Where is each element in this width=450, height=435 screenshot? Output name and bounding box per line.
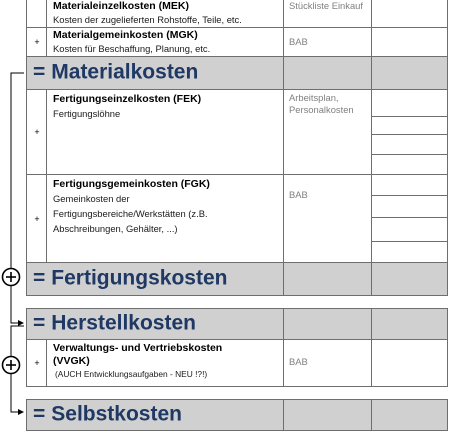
row-verwaltungs-vertriebskosten [26, 340, 448, 387]
cost-description: Fertigungslöhne [53, 108, 121, 119]
total-label-cell [26, 57, 283, 90]
total-label: = Selbstkosten [33, 402, 182, 426]
cost-title: Materialeinzelkosten (MEK) [53, 0, 189, 12]
source-cell [283, 0, 371, 28]
row-selbstkosten-total [26, 399, 448, 431]
sign-cell [26, 175, 46, 263]
description-cell [46, 175, 283, 263]
description-cell [46, 28, 283, 57]
total-label-cell [26, 308, 283, 340]
cost-title: Fertigungsgemeinkosten (FGK) [53, 178, 210, 190]
sign-cell [26, 90, 46, 175]
value-cell[interactable] [371, 308, 448, 340]
source-cell [283, 340, 371, 387]
value-cell[interactable] [371, 175, 448, 263]
source-cell [283, 263, 371, 296]
data-source: BAB [289, 36, 308, 47]
total-label: = Materialkosten [33, 60, 199, 84]
total-label: = Fertigungskosten [33, 266, 228, 290]
value-cell[interactable] [371, 340, 448, 387]
cost-title: Materialgemeinkosten (MGK) [53, 29, 198, 41]
source-cell [283, 57, 371, 90]
row-materialeinzelkosten [26, 0, 448, 28]
cost-description: Kosten für Beschaffung, Planung, etc. [53, 43, 211, 54]
value-cell[interactable] [371, 263, 448, 296]
data-source: BAB [289, 356, 308, 367]
source-cell [283, 399, 371, 431]
value-subline [372, 154, 447, 155]
source-cell [283, 175, 371, 263]
row-fertigungsgemeinkosten [26, 175, 448, 263]
total-label: = Herstellkosten [33, 311, 196, 335]
sign-cell [26, 340, 46, 387]
description-cell [46, 0, 283, 28]
flow-connectors [0, 0, 26, 435]
value-cell[interactable] [371, 399, 448, 431]
cost-title: (VVGK) [53, 355, 90, 367]
operator-sign: + [34, 127, 40, 137]
total-label-cell [26, 263, 283, 296]
sign-cell [26, 0, 46, 28]
row-herstellkosten-total [26, 308, 448, 340]
data-source: Stückliste Einkauf [289, 0, 363, 11]
operator-sign: + [34, 37, 40, 47]
description-cell [46, 90, 283, 175]
plus-circle-icon [3, 269, 20, 286]
value-subline [372, 134, 447, 135]
value-subline [372, 195, 447, 196]
value-cell[interactable] [371, 0, 448, 28]
row-fertigungseinzelkosten [26, 90, 448, 175]
cost-description-line: Gemeinkosten der [53, 193, 130, 204]
cost-description: (AUCH Entwicklungsaufgaben - NEU !?!) [55, 369, 208, 379]
source-cell [283, 308, 371, 340]
description-cell [46, 340, 283, 387]
row-materialgemeinkosten [26, 28, 448, 57]
value-cell[interactable] [371, 57, 448, 90]
row-fertigungskosten-total [26, 263, 448, 296]
row-materialkosten-total [26, 57, 448, 90]
operator-sign: + [34, 358, 40, 368]
sign-cell [26, 28, 46, 57]
cost-title: Fertigungseinzelkosten (FEK) [53, 93, 202, 105]
value-subline [372, 241, 447, 242]
operator-sign: + [34, 213, 40, 224]
value-cell[interactable] [371, 28, 448, 57]
value-subline [372, 217, 447, 218]
plus-circle-icon [3, 357, 20, 374]
cost-description-line: Fertigungsbereiche/Werkstätten (z.B. [53, 208, 208, 219]
data-source: BAB [289, 189, 308, 200]
data-source: Arbeitsplan, Personalkosten [289, 92, 354, 115]
source-cell [283, 28, 371, 57]
total-label-cell [26, 399, 283, 431]
source-cell [283, 90, 371, 175]
cost-description: Kosten der zugelieferten Rohstoffe, Teile, etc. [53, 14, 242, 25]
cost-title: Verwaltungs- und Vertriebskosten [53, 342, 223, 354]
value-cell[interactable] [371, 90, 448, 175]
value-subline [372, 116, 447, 117]
cost-description-line: Abschreibungen, Gehälter, ...) [53, 223, 178, 234]
